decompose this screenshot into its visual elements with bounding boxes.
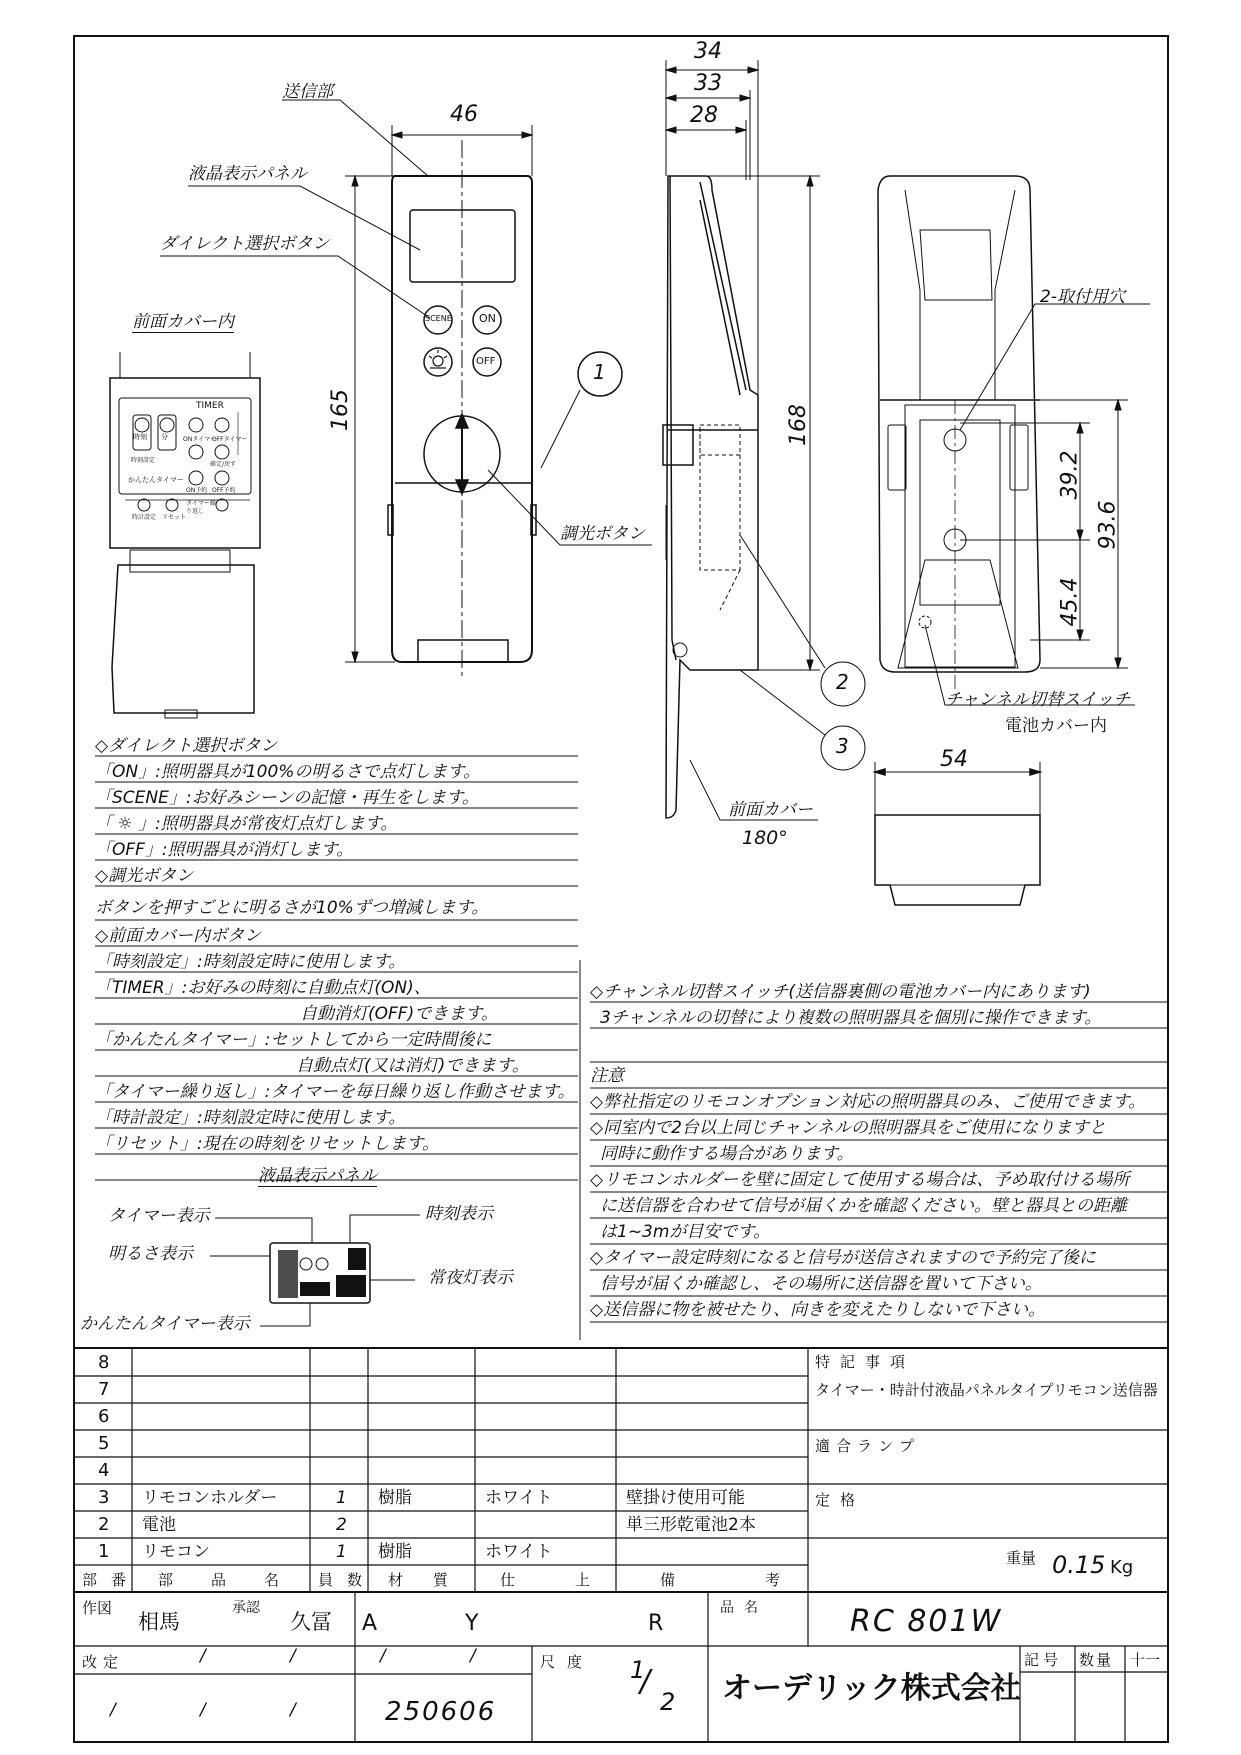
dim-34: 34	[694, 39, 722, 64]
note-9: ◇送信器に物を被せたり、向きを変えたりしないで下さい。	[590, 1300, 1046, 1320]
cover-line-6: 「タイマー繰り返し」:タイマーを毎日繰り返し作動させます。	[95, 1082, 575, 1102]
dim-168: 168	[786, 404, 811, 446]
row-number-8: 8	[98, 1352, 110, 1373]
note-2: ◇同室内で2台以上同じチャンネルの照明器具をご使用になりますと	[590, 1118, 1106, 1138]
part-1-qty: 1	[336, 1542, 347, 1562]
dim-165: 165	[328, 389, 353, 431]
header-part-no: 部番	[82, 1571, 141, 1589]
part-3-material: 樹脂	[378, 1488, 412, 1508]
company-name: オーデリック株式会社	[722, 1671, 1021, 1706]
direct-line-4: 「OFF」:照明器具が消灯します。	[95, 840, 354, 860]
channel-switch-label: チャンネル切替スイッチ	[945, 690, 1131, 710]
part-2-no: 2	[98, 1514, 110, 1535]
front-cover-inside-label: 前面カバー内	[132, 312, 234, 332]
part-2-qty: 2	[336, 1515, 347, 1535]
dim-45-4: 45.4	[1057, 577, 1083, 627]
remote-front-view	[388, 140, 536, 676]
note-8: 信号が届くか確認し、その場所に送信器を置いて下さい。	[600, 1274, 1042, 1294]
dim-46: 46	[450, 102, 478, 127]
inner-confirm-label: 確定/戻す	[210, 461, 237, 468]
quantity-label: 数量	[1079, 1651, 1114, 1669]
front-cover-label: 前面カバー	[728, 800, 813, 820]
inner-repeat-label: タイマー繰り返し	[186, 500, 216, 515]
inner-off-timer-label: OFFタイマー	[212, 436, 248, 443]
lcd-detail	[210, 1215, 420, 1326]
remote-bottom-view	[875, 762, 1040, 905]
inner-on-reserve-label: ON予約	[186, 487, 208, 494]
note-7: ◇タイマー設定時刻になると信号が送信されますので予約完了後に	[590, 1248, 1096, 1268]
weight-unit: Kg	[1110, 1557, 1134, 1578]
inner-reset-label: リセット	[162, 514, 186, 521]
inner-off-reserve-label: OFF予約	[212, 487, 236, 494]
revision-slash-1: /	[200, 1646, 206, 1666]
cover-line-2: 「TIMER」:お好みの時刻に自動点灯(ON)、	[95, 978, 431, 998]
part-1-material: 樹脂	[378, 1542, 412, 1562]
dimmer-button-label: 調光ボタン	[560, 524, 645, 544]
revision-slash-5: /	[110, 1700, 116, 1720]
callout-1: 1	[593, 360, 606, 384]
scale-label: 尺度	[540, 1653, 595, 1671]
part-3-finish: ホワイト	[485, 1488, 553, 1508]
header-remarks: 備考	[660, 1571, 871, 1589]
cover-line-5: 自動点灯(又は消灯)できます。	[296, 1056, 529, 1076]
dim-39-2: 39.2	[1057, 450, 1083, 500]
inner-on-timer-label: ONタイマー	[183, 436, 217, 443]
row-number-6: 6	[98, 1406, 110, 1427]
off-button-label: OFF	[476, 356, 496, 367]
ayr-a: A	[362, 1611, 378, 1636]
weight-label: 重量	[1006, 1549, 1037, 1567]
dim-33: 33	[694, 71, 722, 96]
on-button-label: ON	[479, 312, 496, 325]
dim-28: 28	[690, 103, 718, 128]
part-3-name: リモコンホルダー	[142, 1488, 278, 1508]
direct-line-1: 「ON」:照明器具が100%の明るさで点灯します。	[95, 762, 481, 782]
revision-date: 250606	[385, 1697, 497, 1727]
ayr-y: Y	[465, 1611, 479, 1636]
special-notes-label: 特記事項	[815, 1353, 916, 1371]
cover-line-4: 「かんたんタイマー」:セットしてから一定時間後に	[95, 1030, 492, 1050]
angle-label: 180°	[742, 827, 788, 849]
night-light-icon	[429, 350, 447, 368]
part-2-name: 電池	[142, 1515, 176, 1535]
cover-heading: ◇前面カバー内ボタン	[95, 926, 262, 946]
part-3-no: 3	[98, 1487, 110, 1508]
dim-93-6: 93.6	[1095, 500, 1121, 550]
inner-timer-label: TIMER	[196, 401, 224, 411]
row-number-5: 5	[98, 1433, 110, 1454]
transmitter-label: 送信部	[282, 82, 333, 102]
revision-slash-6: /	[200, 1700, 206, 1720]
cover-line-1: 「時刻設定」:時刻設定時に使用します。	[95, 952, 406, 972]
part-1-no: 1	[98, 1541, 110, 1562]
header-material: 材質	[388, 1571, 479, 1589]
lcd-panel-label: 液晶表示パネル	[188, 164, 307, 184]
cover-line-3: 自動消灯(OFF)できます。	[300, 1004, 498, 1024]
note-3: 同時に動作する場合があります。	[600, 1144, 854, 1164]
part-3-note: 壁掛け使用可能	[626, 1488, 745, 1508]
lcd-easy-timer-display-label: かんたんタイマー表示	[80, 1314, 250, 1334]
lcd-heading: 液晶表示パネル	[258, 1166, 377, 1186]
scale-slash: /	[640, 1664, 651, 1699]
ayr-r: R	[648, 1611, 664, 1636]
inner-clock-set-label: 時刻設定	[131, 457, 156, 464]
scale-denominator: 2	[660, 1688, 676, 1716]
weight-value: 0.15	[1052, 1551, 1106, 1579]
dimmer-heading: ◇調光ボタン	[95, 866, 194, 886]
revision-label: 改定	[82, 1653, 125, 1671]
channel-line: 3チャンネルの切替により複数の照明器具を個別に操作できます。	[600, 1008, 1102, 1028]
direct-line-2: 「SCENE」:お好みシーンの記憶・再生をします。	[95, 788, 479, 808]
part-1-finish: ホワイト	[485, 1542, 553, 1562]
lcd-timer-display-label: タイマー表示	[108, 1206, 210, 1226]
inner-clock-label: 時刻	[133, 433, 147, 441]
front-cover-inner-view	[110, 352, 260, 718]
note-1: ◇弊社指定のリモコンオプション対応の照明器具のみ、ご使用できます。	[590, 1092, 1146, 1112]
cover-line-7: 「時計設定」:時刻設定時に使用します。	[95, 1108, 406, 1128]
drawn-label: 作図	[82, 1599, 113, 1617]
special-notes-value: タイマー・時計付液晶パネルタイプリモコン送信器	[815, 1381, 1158, 1399]
cover-line-8: 「リセット」:現在の時刻をリセットします。	[95, 1134, 440, 1154]
battery-cover-label: 電池カバー内	[1005, 716, 1107, 736]
callout-2: 2	[836, 670, 849, 694]
scale-numerator: 1	[630, 1656, 646, 1684]
header-finish: 仕上	[500, 1571, 651, 1589]
header-part-name: 部品名	[158, 1571, 318, 1589]
part-3-qty: 1	[336, 1488, 347, 1508]
part-2-note: 単三形乾電池2本	[626, 1515, 756, 1535]
header-qty: 員数	[318, 1571, 377, 1589]
inner-time-set-label: 時計設定	[132, 514, 157, 521]
direct-button-label: ダイレクト選択ボタン	[160, 234, 330, 254]
revision-slash-3: /	[380, 1646, 386, 1666]
part-1-name: リモコン	[142, 1542, 210, 1562]
note-4: ◇リモコンホルダーを壁に固定して使用する場合は、予め取付ける場所	[590, 1170, 1130, 1190]
scene-button-label: SCENE	[425, 314, 452, 323]
row-number-7: 7	[98, 1379, 110, 1400]
dimmer-line: ボタンを押すごとに明るさが10%ずつ増減します。	[95, 898, 489, 918]
callout-3: 3	[836, 734, 849, 758]
remote-back-view	[878, 176, 1040, 690]
approved-by: 久冨	[290, 1610, 332, 1634]
product-name: RC 801W	[850, 1604, 1003, 1639]
channel-heading: ◇チャンネル切替スイッチ(送信器裏側の電池カバー内にあります)	[590, 982, 1091, 1002]
approved-label: 承認	[232, 1600, 260, 1616]
lamp-label: 適合ランプ	[815, 1437, 921, 1455]
lcd-clock-display-label: 時刻表示	[425, 1204, 493, 1224]
notes-heading: 注意	[590, 1066, 624, 1086]
inner-easy-timer-label: かんたんタイマー	[128, 476, 184, 484]
note-6: は1~3mが目安です。	[600, 1222, 771, 1242]
dim-54: 54	[940, 747, 968, 772]
remote-side-view	[663, 176, 758, 818]
direct-heading: ◇ダイレクト選択ボタン	[95, 736, 278, 756]
drawing-frame	[74, 36, 1168, 1742]
drawn-by: 相馬	[138, 1610, 180, 1634]
lcd-brightness-display-label: 明るさ表示	[108, 1244, 193, 1264]
inner-minute-label: 分	[161, 433, 168, 441]
rating-label: 定格	[815, 1491, 866, 1509]
revision-slash-7: /	[290, 1700, 296, 1720]
revision-slash-4: /	[470, 1646, 476, 1666]
row-number-4: 4	[98, 1460, 110, 1481]
revision-slash-2: /	[290, 1646, 296, 1666]
symbol-label: 記号	[1024, 1651, 1063, 1669]
quantity-value: 十一	[1130, 1651, 1161, 1669]
mount-holes-label: 2-取付用穴	[1040, 287, 1125, 307]
direct-line-3: 「 ☼ 」:照明器具が常夜灯点灯します。	[95, 814, 398, 834]
lcd-night-light-display-label: 常夜灯表示	[428, 1268, 513, 1288]
product-name-label: 品名	[720, 1600, 768, 1616]
note-5: に送信器を合わせて信号が届くかを確認ください。壁と器具との距離	[600, 1196, 1127, 1216]
